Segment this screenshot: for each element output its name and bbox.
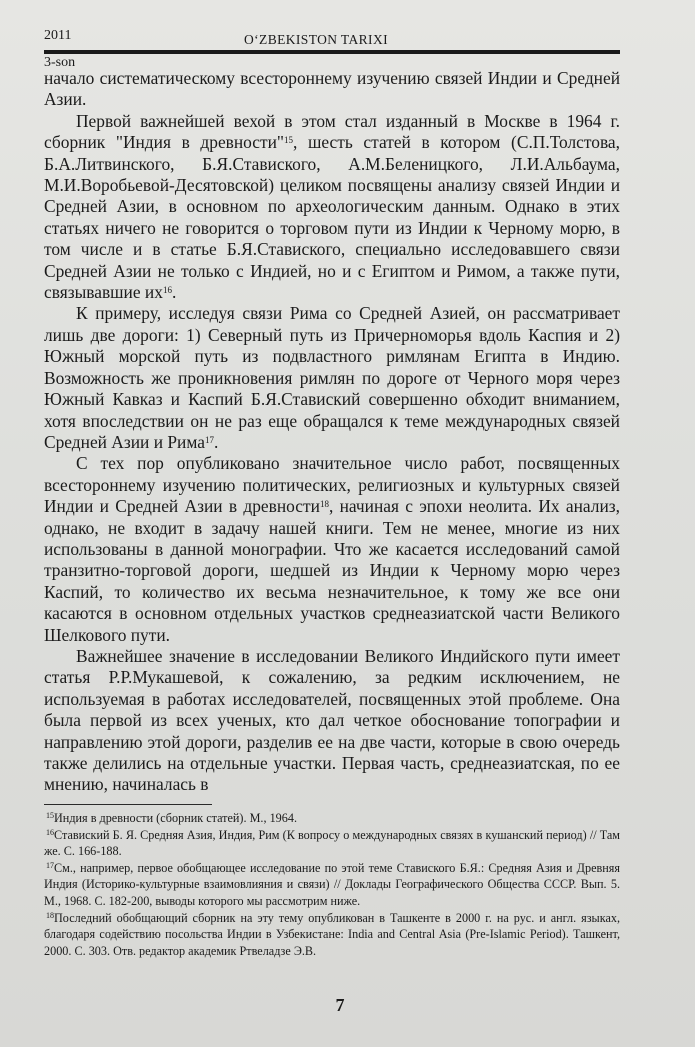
footnote-number: 18 [46,910,54,920]
paragraph-4-tail: , начиная с эпохи неолита. Их анализ, однако, не входит в задачу нашей книги. Тем не менее, многие из них использованы в данной монографии. Что же касается исследований самой транзитно-торговой дороги, шедшей из Индии к Черному морю через Каспий, то количество их весьма незначительное, к тому же все они касаются в основном отдельных участков среднеазиатской части Великого Шелкового пути. [44,496,621,645]
footnote-ref-17[interactable]: 17 [204,434,214,445]
footnote-separator [44,804,212,805]
footnote-text: Индия в древности (сборник статей). М., 1964. [54,811,297,825]
footnote-15 [44,810,620,827]
paragraph-3-text: К примеру, исследуя связи Рима со Средней Азией, он рассматривает лишь две дороги: 1) Северный путь из Причерноморья вдоль Каспия и 2) Южный морской путь из подвластного римлянам Египта в Индию. Возможность же проникновения римлян по дороге от Черного моря через Южный Кавказ и Каспий Б.Я.Ставиский совершенно обходит вниманием, хотя впоследствии он не раз еще обращался к теме международных связей Средней Азии и Рима [44,303,620,452]
footnote-ref-18[interactable]: 18 [319,499,329,510]
paragraph-5 [44,646,620,796]
footnotes [44,810,620,959]
header-year: 2011 [44,28,72,43]
footnote-ref-16[interactable]: 16 [162,285,172,296]
footnote-text: Последний обобщающий сборник на эту тему опубликован в Ташкенте в 2000 г. на рус. и англ. языках, благодаря содействию посольства Индии в Узбекистане: India and Central Asia (Pre-Islamic Period). Ташкент, 2000. С. 303. Отв. редактор академик Ртвеладзе Э.В. [44,910,620,958]
paragraph-1 [44,68,620,111]
footnote-ref-15[interactable]: 15 [284,135,294,146]
footnote-number: 15 [46,811,54,820]
header-journal-title: O‘ZBEKISTON TARIXI [244,32,388,47]
body-text [44,68,620,796]
issue-label: 3-son [44,55,76,70]
footnote-text: См., например, первое обобщающее исследование по этой теме Ставиского Б.Я.: Средняя Азия и Древняя Индия (Историко-культурные взаимовлияния и связи) // Доклады Географического Общества СССР. Вып. 5. М., 1968. С. 182-200, выводы которого мы рассмотрим ниже. [44,860,620,908]
paragraph-4 [44,453,620,646]
paragraph-3-end: . [213,431,219,452]
footnote-16 [44,827,620,860]
paragraph-2-end: . [171,282,177,303]
paragraph-3 [44,303,620,453]
footnote-number: 16 [46,827,54,837]
paragraph-2 [44,111,620,304]
running-header [44,26,618,48]
header-rule [44,50,620,54]
paragraph-4-text: С тех пор опубликовано значительное число работ, посвященных всестороннему изучению политических, религиозных и культурных связей Индии и Средней Азии в древности [44,453,620,517]
footnote-17 [44,860,620,910]
paragraph-2-text: Первой важнейшей вехой в этом стал изданный в Москве в 1964 г. сборник "Индия в древности" [44,110,620,153]
paragraph-5-text: Важнейшее значение в исследовании Великого Индийского пути имеет статья Р.Р.Мукашевой, к сожалению, за редким исключением, не используемая в работах исследователей, посвященных этой проблеме. Она была первой из всех ученых, кто дал четкое обоснование топографии и направлению этой дороги, разделив ее на две части, которые в свою очередь также делились на отдельные участки. Первая часть, среднеазиатская, по ее мнению, начиналась в [44,645,620,795]
paragraph-2-tail: , шесть статей в котором (С.П.Толстова, Б.А.Литвинского, Б.Я.Ставиского, А.М.Беленицкого, Л.И.Альбаума, М.И.Воробьевой-Десятовской) целиком посвящены анализу связей Индии и Средней Азии, в основном по археологическим данным. Однако в этих статьях ничего не говорится о торговом пути из Индии к Черному морю, в том числе и в статье Б.Я.Ставиского, специально исследовавшего связи Средней Азии не только с Индией, но и с Египтом и Римом, а также пути, связывавшие их [44,132,620,303]
footnote-number: 17 [46,860,54,870]
paragraph-1-text: начало систематическому всестороннему изучению связей Индии и Средней Азии. [44,68,620,110]
footnote-text: Ставиский Б. Я. Средняя Азия, Индия, Рим (К вопросу о международных связях в кушанский период) // Там же. С. 166-188. [44,827,620,859]
footnote-18 [44,910,620,960]
page-number: 7 [335,995,345,1015]
